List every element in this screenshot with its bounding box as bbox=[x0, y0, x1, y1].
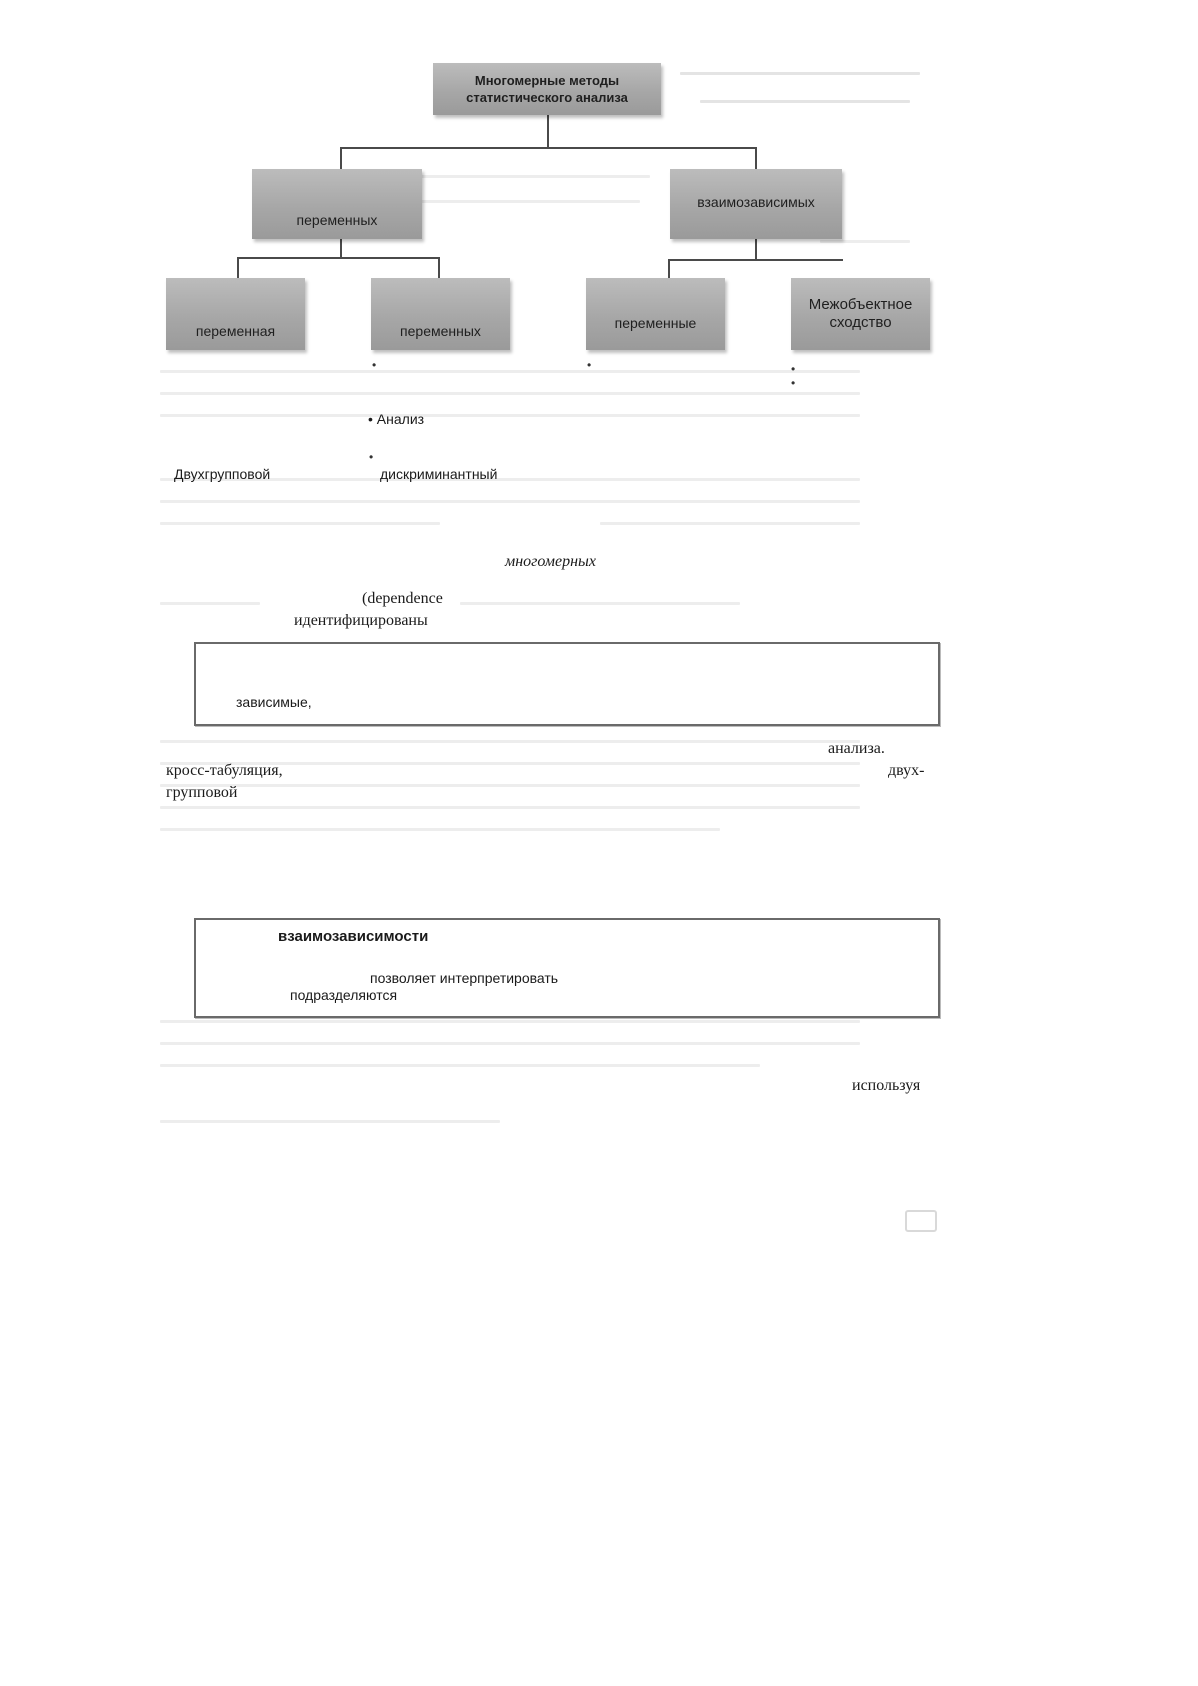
definition-box-interdependence bbox=[194, 918, 940, 1018]
interdependent-methods-label: взаимозависимых bbox=[697, 194, 815, 210]
dependent-methods-node bbox=[252, 169, 422, 239]
interobject-similarity-line2: сходство bbox=[829, 314, 892, 331]
root-node bbox=[433, 63, 661, 115]
text-analysis-word: анализа. bbox=[828, 740, 885, 757]
box1-dependent-text: зависимые, bbox=[236, 694, 312, 710]
bullet-dot: • bbox=[587, 358, 592, 372]
text-dependence: (dependence bbox=[362, 590, 443, 607]
bullet-dot: • bbox=[372, 358, 377, 372]
definition-box-dependence bbox=[194, 642, 940, 726]
bullet-dot: • bbox=[369, 450, 374, 464]
text-identified: идентифицированы bbox=[294, 612, 428, 629]
variables-interdependence-label: переменные bbox=[614, 315, 697, 331]
two-group-label: Двухгрупповой bbox=[174, 466, 271, 482]
discriminant-label: дискриминантный bbox=[380, 466, 498, 482]
interobject-similarity-node bbox=[791, 278, 930, 350]
bullet-dot: • bbox=[791, 362, 796, 376]
bullet-dot: • bbox=[368, 411, 377, 427]
analysis-item bbox=[368, 411, 424, 427]
root-node-line1: Многомерные методы bbox=[474, 73, 620, 88]
interobject-similarity-line1: Межобъектное bbox=[808, 296, 913, 313]
box2-interpret-text: позволяет интерпретировать bbox=[370, 970, 559, 986]
single-dependent-node bbox=[166, 278, 305, 350]
multiple-dependent-label: переменных bbox=[400, 323, 481, 339]
text-cross-tab: кросс-табуляция, bbox=[166, 762, 283, 779]
variables-interdependence-node bbox=[586, 278, 725, 350]
text-two-hyphen: двух- bbox=[888, 762, 925, 779]
single-dependent-label: переменная bbox=[195, 323, 276, 339]
italic-heading: многомерных bbox=[505, 553, 596, 570]
multiple-dependent-node bbox=[371, 278, 510, 350]
root-node-line2: статистического анализа bbox=[466, 90, 628, 105]
interdependent-methods-node bbox=[670, 169, 842, 239]
dependent-methods-label: переменных bbox=[296, 212, 378, 228]
page-number-mark bbox=[905, 1210, 937, 1232]
analysis-label: Анализ bbox=[376, 411, 425, 427]
box2-title: взаимозависимости bbox=[278, 928, 429, 945]
box2-subdivided-text: подразделяются bbox=[290, 987, 398, 1003]
text-using: используя bbox=[852, 1077, 921, 1094]
bullet-dot: • bbox=[791, 376, 796, 390]
text-group: групповой bbox=[166, 784, 238, 801]
